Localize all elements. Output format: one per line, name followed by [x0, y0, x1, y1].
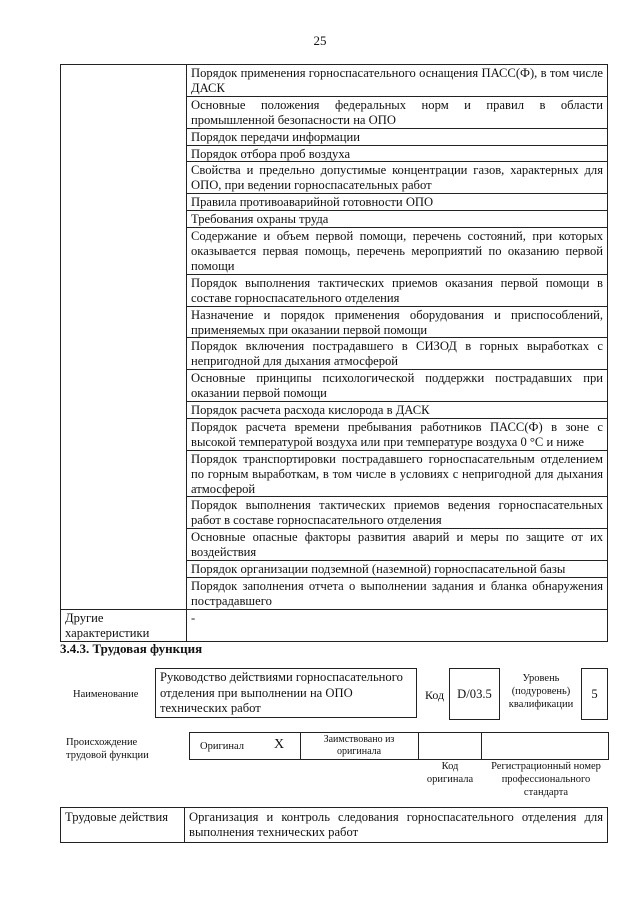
cell-divider — [300, 733, 301, 759]
knowledge-item: Порядок транспортировки пострадавшего горноспасательным отделением по горным выработкам, в том числе в условиях с непригодной для дыхания атмосферой — [187, 450, 608, 497]
knowledge-table — [60, 64, 608, 642]
knowledge-item: Основные принципы психологической поддержки пострадавших при оказании первой помощи — [187, 370, 608, 402]
knowledge-item: Порядок применения горноспасательного оснащения ПАСС(Ф), в том числе ДАСК — [187, 65, 608, 97]
function-name-value: Руководство действиями горноспасательного отделения при выполнении на ОПО технических работ — [155, 668, 417, 718]
other-characteristics-label: Другие характеристики — [61, 609, 187, 641]
origin-label: Происхождение трудовой функции — [66, 737, 149, 761]
original-label: Оригинал — [200, 741, 244, 752]
function-code-value: D/03.5 — [449, 668, 500, 720]
registration-number-caption: Регистрационный номер профессионального стандарта — [491, 761, 601, 798]
knowledge-label-cell — [61, 65, 187, 610]
qualification-level-value: 5 — [581, 668, 608, 720]
origin-grid — [189, 732, 609, 760]
knowledge-item: Порядок передачи информации — [187, 128, 608, 145]
knowledge-item: Порядок расчета времени пребывания работников ПАСС(Ф) в зоне с высокой температурой воздуха или при температуре воздуха 0 °С и ниже — [187, 418, 608, 450]
borrowed-label: Заимствовано из оригинала — [323, 734, 395, 757]
knowledge-item: Содержание и объем первой помощи, перечень состояний, при которых оказывается первая помощь, перечень мероприятий по оказанию первой помощи — [187, 228, 608, 275]
original-mark: X — [274, 737, 285, 752]
original-code-caption: Код оригинала — [426, 761, 474, 785]
knowledge-item: Правила противоаварийной готовности ОПО — [187, 194, 608, 211]
section-title: 3.4.3. Трудовая функция — [60, 641, 203, 656]
knowledge-item: Основные опасные факторы развития аварий и меры по защите от их воздействия — [187, 529, 608, 561]
labor-actions-label: Трудовые действия — [61, 808, 185, 843]
table-row — [61, 808, 608, 843]
other-characteristics-value: - — [187, 609, 608, 641]
knowledge-item: Порядок расчета расхода кислорода в ДАСК — [187, 402, 608, 419]
knowledge-item: Порядок включения пострадавшего в СИЗОД в горных выработках с непригодной для дыхания атмосферой — [187, 338, 608, 370]
page-number: 25 — [313, 33, 327, 48]
knowledge-table-body — [61, 65, 608, 642]
function-name-label: Наименование — [73, 689, 139, 700]
function-code-label: Код — [425, 688, 445, 702]
cell-divider — [418, 733, 419, 759]
knowledge-item: Порядок отбора проб воздуха — [187, 145, 608, 162]
knowledge-item: Свойства и предельно допустимые концентрации газов, характерных для ОПО, при ведении горноспасательных работ — [187, 162, 608, 194]
knowledge-item: Порядок организации подземной (наземной) горноспасательной базы — [187, 561, 608, 578]
qualification-level-label: Уровень (подуровень) квалификации — [508, 673, 574, 710]
knowledge-item: Требования охраны труда — [187, 211, 608, 228]
knowledge-item: Порядок заполнения отчета о выполнении задания и бланка обнаружения пострадавшего — [187, 578, 608, 610]
labor-actions-table — [60, 807, 608, 843]
table-row — [61, 65, 608, 97]
cell-divider — [481, 733, 482, 759]
labor-action-item: Организация и контроль следования горноспасательного отделения для выполнения технических работ — [185, 808, 608, 843]
knowledge-item: Порядок выполнения тактических приемов оказания первой помощи в составе горноспасательного отделения — [187, 274, 608, 306]
knowledge-item: Назначение и порядок применения оборудования и приспособлений, применяемых при оказании первой помощи — [187, 306, 608, 338]
other-characteristics-row — [61, 609, 608, 641]
knowledge-item: Порядок выполнения тактических приемов ведения горноспасательных работ в составе горноспасательного отделения — [187, 497, 608, 529]
knowledge-item: Основные положения федеральных норм и правил в области промышленной безопасности на ОПО — [187, 96, 608, 128]
